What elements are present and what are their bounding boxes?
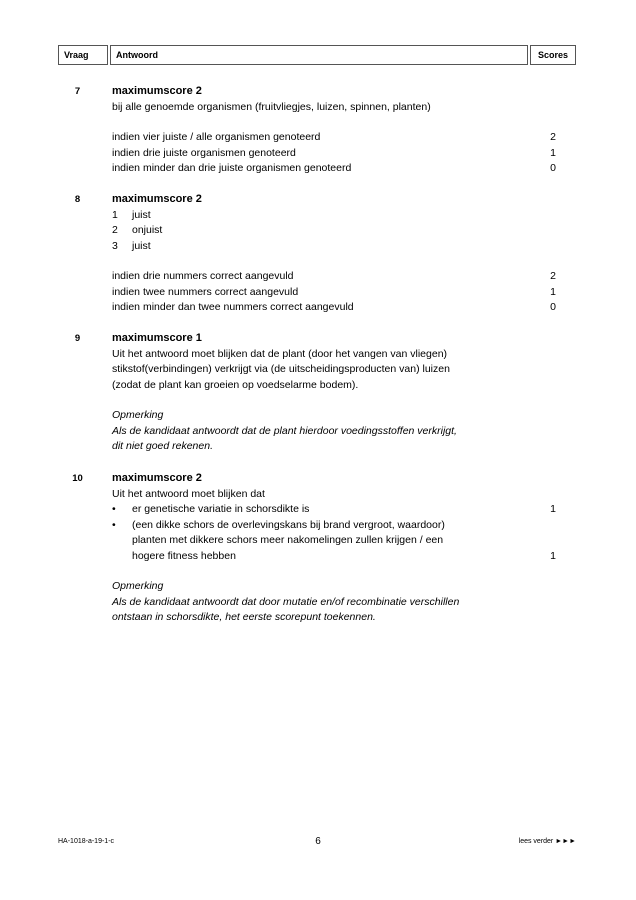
question-number: 10 [72, 473, 83, 484]
answer-intro: Uit het antwoord moet blijken dat [112, 487, 265, 500]
remark-line: Als de kandidaat antwoordt dat door mutatie en/of recombinatie verschillen [112, 595, 460, 608]
score: 1 [550, 503, 556, 515]
rule-line: indien drie nummers correct aangevuld 2 [112, 269, 572, 285]
rule-line: indien minder dan twee nummers correct aangevuld 0 [112, 300, 572, 316]
score: 2 [550, 131, 556, 143]
answer-line: bij alle genoemde organismen (fruitvliegjes, luizen, spinnen, planten) [112, 100, 431, 113]
list-item: 3 juist [112, 239, 151, 252]
question-number: 7 [74, 86, 81, 97]
score: 2 [550, 270, 556, 282]
footer-next: lees verder ►►► [518, 838, 576, 845]
remark-title: Opmerking [112, 580, 164, 592]
question-number: 8 [74, 194, 81, 205]
list-item: 2 onjuist [112, 224, 163, 236]
score: 0 [550, 301, 556, 313]
answer-line: Uit het antwoord moet blijken dat de plant (door het vangen van vliegen) [112, 347, 448, 360]
remark-title: Opmerking [112, 409, 164, 421]
bullet-item: • (een dikke schors de overlevingskans bij brand vergroot, waardoor) [112, 518, 572, 534]
question-number: 9 [74, 333, 81, 344]
bullet-icon: • [112, 503, 116, 515]
remark-line: Als de kandidaat antwoordt dat de plant hierdoor voedingsstoffen verkrijgt, [112, 424, 457, 437]
score: 1 [550, 146, 556, 159]
rule-line: indien minder dan drie juiste organismen genoteerd 0 [112, 161, 572, 177]
answer-line: (zodat de plant kan groeien op voedselarme bodem). [112, 378, 359, 391]
remark-line: dit niet goed rekenen. [112, 440, 213, 452]
page-number: 6 [315, 836, 321, 847]
remark-line: ontstaan in schorsdikte, het eerste scorepunt toekennen. [112, 611, 376, 623]
bullet-continuation: planten met dikkere schors meer nakomelingen zullen krijgen / een [132, 534, 444, 546]
question-title: maximumscore 1 [112, 332, 202, 344]
score: 1 [550, 549, 556, 562]
rule-line: indien twee nummers correct aangevuld 1 [112, 285, 572, 301]
rule-line: indien vier juiste / alle organismen genoteerd 2 [112, 130, 572, 146]
score: 0 [550, 162, 556, 174]
header-antwoord: Antwoord [110, 45, 528, 65]
bullet-continuation: hogere fitness hebben 1 [112, 549, 572, 565]
rule-line: indien drie juiste organismen genoteerd 1 [112, 146, 572, 162]
header-scores: Scores [530, 45, 576, 65]
footer-code: HA-1018-a-19-1-c [58, 838, 115, 845]
bullet-icon: • [112, 518, 116, 531]
question-title: maximumscore 2 [112, 193, 202, 205]
question-title: maximumscore 2 [112, 472, 202, 484]
header-vraag: Vraag [58, 45, 108, 65]
score: 1 [550, 285, 556, 298]
bullet-item: • er genetische variatie in schorsdikte is 1 [112, 502, 572, 518]
question-title: maximumscore 2 [112, 85, 202, 97]
answer-line: stikstof(verbindingen) verkrijgt via (de uitscheidingsproducten van) luizen [112, 363, 450, 375]
list-item: 1 juist [112, 208, 151, 221]
